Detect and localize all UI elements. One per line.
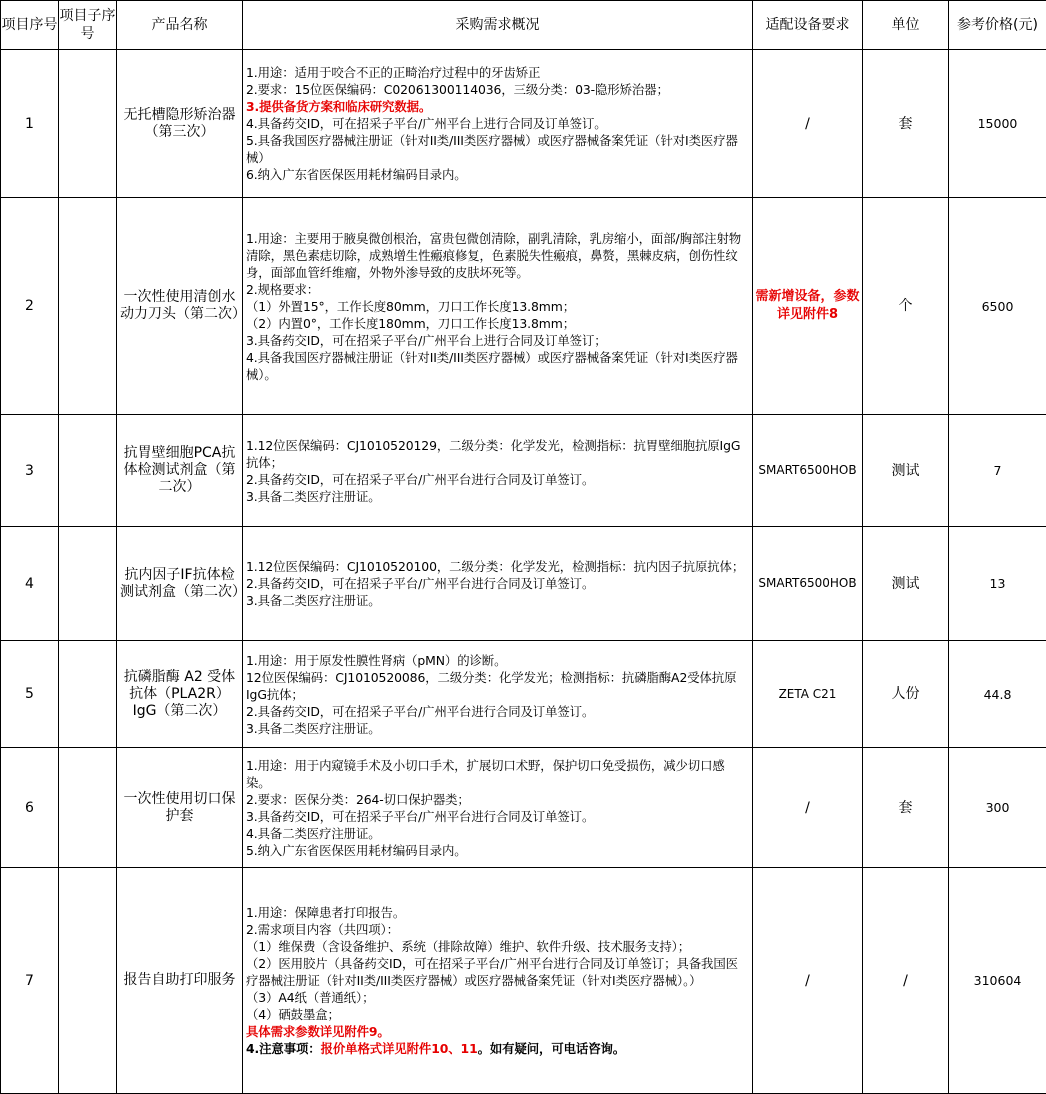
overview-line: 6.纳入广东省医保医用耗材编码目录内。	[246, 167, 467, 182]
row-price: 44.8	[949, 641, 1046, 748]
row-price: 6500	[949, 198, 1046, 415]
header-row	[1, 1, 1046, 50]
header-overview: 采购需求概况	[243, 1, 753, 50]
header-unit: 单位	[863, 1, 949, 50]
overview-line: 3.具备二类医疗注册证。	[246, 593, 381, 608]
row-unit: 人份	[863, 641, 949, 748]
overview-line: 3.具备药交ID，可在招采子平台/广州平台进行合同及订单签订。	[246, 808, 595, 824]
row-unit: /	[863, 868, 949, 1094]
header-product-name: 产品名称	[117, 1, 243, 50]
row-device: /	[753, 50, 863, 198]
row-sub-no	[59, 50, 117, 198]
table-row	[1, 415, 1046, 527]
overview-line: （1）维保费（含设备维护、系统（排除故障）维护、软件升级、技术服务支持）；	[246, 939, 691, 954]
notice-label: 4.注意事项：	[246, 1041, 321, 1056]
overview-line: 1.12位医保编码：CJ1010520100，二级分类：化学发光，检测指标：抗内因子抗原抗体；	[246, 559, 745, 574]
overview-line: 1.用途：用于内窥镜手术及小切口手术，扩展切口术野，保护切口免受损伤，减少切口感染。	[246, 757, 725, 790]
row-item-no: 7	[1, 868, 59, 1094]
row-item-no: 2	[1, 198, 59, 415]
row-device: ZETA C21	[753, 641, 863, 748]
overview-line: 2.要求：15位医保编码：C02061300114036，三级分类：03-隐形矫治器；	[246, 82, 669, 97]
table-row	[1, 748, 1046, 868]
row-device-highlight: 需新增设备，参数详见附件8	[753, 198, 863, 415]
row-unit: 套	[863, 50, 949, 198]
row-sub-no	[59, 527, 117, 641]
overview-line: 2.具备药交ID，可在招采子平台/广州平台进行合同及订单签订。	[246, 576, 595, 591]
overview-line: 12位医保编码：CJ1010520086，二级分类：化学发光；检测指标：抗磷脂酶A2受体抗原IgG抗体；	[246, 669, 737, 702]
row-device: /	[753, 748, 863, 868]
row-product-name: 抗胃壁细胞PCA抗体检测试剂盒（第二次）	[117, 415, 243, 527]
table-row	[1, 641, 1046, 748]
row-device: SMART6500HOB	[753, 415, 863, 527]
overview-line: 2.需求项目内容（共四项）：	[246, 922, 399, 937]
overview-line: 1.用途：用于原发性膜性肾病（pMN）的诊断。	[246, 652, 507, 668]
row-overview	[243, 198, 753, 415]
table-row	[1, 527, 1046, 641]
overview-line: 3.具备二类医疗注册证。	[246, 488, 381, 504]
header-price: 参考价格(元)	[949, 1, 1046, 50]
row-device: /	[753, 868, 863, 1094]
overview-line: 2.要求：医保分类：264-切口保护器类；	[246, 791, 470, 807]
overview-line: （4）硒鼓墨盒；	[246, 1007, 340, 1022]
header-device: 适配设备要求	[753, 1, 863, 50]
overview-line: 1.用途：保障患者打印报告。	[246, 905, 406, 920]
row-item-no: 1	[1, 50, 59, 198]
row-device: SMART6500HOB	[753, 527, 863, 641]
row-overview	[243, 641, 753, 748]
overview-notice	[246, 1040, 749, 1057]
row-price: 13	[949, 527, 1046, 641]
row-unit: 测试	[863, 527, 949, 641]
overview-line: 3.具备二类医疗注册证。	[246, 720, 381, 736]
row-product-name: 抗内因子IF抗体检测试剂盒（第二次）	[117, 527, 243, 641]
row-price: 7	[949, 415, 1046, 527]
overview-line-highlight: 具体需求参数详见附件9。	[246, 1024, 390, 1039]
table-row	[1, 50, 1046, 198]
overview-line: 5.具备我国医疗器械注册证（针对II类/III类医疗器械）或医疗器械备案凭证（针对I类医疗器械）	[246, 133, 738, 165]
row-sub-no	[59, 748, 117, 868]
overview-line: 4.具备二类医疗注册证。	[246, 825, 381, 841]
row-price: 15000	[949, 50, 1046, 198]
row-sub-no	[59, 868, 117, 1094]
overview-line: 1.用途：主要用于腋臭微创根治，富贵包微创清除，副乳清除，乳房缩小，面部/胸部注射物清除，黑色素痣切除，成熟增生性瘢痕修复，色素脱失性瘢痕，鼻赘，黑棘皮病，创伤性纹身，面部血管纤维瘤，外物外渗导致的皮肤坏死等。	[246, 230, 742, 280]
row-item-no: 4	[1, 527, 59, 641]
row-product-name: 一次性使用切口保护套	[117, 748, 243, 868]
table-row	[1, 868, 1046, 1094]
row-unit: 个	[863, 198, 949, 415]
table-row	[1, 198, 1046, 415]
overview-line: 2.规格要求：	[246, 281, 320, 297]
overview-line: 4.具备药交ID，可在招采子平台/广州平台上进行合同及订单签订。	[246, 116, 607, 131]
overview-line-highlight: 3.提供备货方案和临床研究数据。	[246, 99, 432, 114]
row-item-no: 6	[1, 748, 59, 868]
row-overview	[243, 868, 753, 1094]
row-overview	[243, 527, 753, 641]
row-product-name: 一次性使用清创水动力刀头（第二次）	[117, 198, 243, 415]
row-sub-no	[59, 641, 117, 748]
overview-line: 1.12位医保编码：CJ1010520129，二级分类：化学发光，检测指标：抗胃壁细胞抗原IgG抗体；	[246, 437, 741, 470]
row-product-name: 报告自助打印服务	[117, 868, 243, 1094]
header-item-no: 项目序号	[1, 1, 59, 50]
notice-contact: 。如有疑问，可电话咨询。	[477, 1041, 626, 1056]
notice-attachment: 报价单格式详见附件10、11	[320, 1041, 478, 1056]
row-sub-no	[59, 198, 117, 415]
overview-line: 2.具备药交ID，可在招采子平台/广州平台进行合同及订单签订。	[246, 471, 595, 487]
row-overview	[243, 50, 753, 198]
row-unit: 套	[863, 748, 949, 868]
row-item-no: 5	[1, 641, 59, 748]
row-sub-no	[59, 415, 117, 527]
overview-line: （1）外置15°，工作长度80mm，刀口工作长度13.8mm；	[246, 298, 576, 314]
row-product-name: 无托槽隐形矫治器（第三次）	[117, 50, 243, 198]
row-item-no: 3	[1, 415, 59, 527]
row-price: 310604	[949, 868, 1046, 1094]
row-overview	[243, 748, 753, 868]
row-overview	[243, 415, 753, 527]
overview-line: （3）A4纸（普通纸）；	[246, 990, 375, 1005]
row-product-name: 抗磷脂酶 A2 受体抗体（PLA2R）IgG（第二次）	[117, 641, 243, 748]
overview-line: 5.纳入广东省医保医用耗材编码目录内。	[246, 842, 467, 858]
overview-line: （2）医用胶片（具备药交ID，可在招采子平台/广州平台进行合同及订单签订；具备我国医疗器械注册证（针对II类/III类医疗器械）或医疗器械备案凭证（针对I类医疗器械）。）	[246, 956, 738, 988]
overview-line: 3.具备药交ID，可在招采子平台/广州平台上进行合同及订单签订；	[246, 332, 607, 348]
header-sub-no: 项目子序号	[59, 1, 117, 50]
overview-line: 4.具备我国医疗器械注册证（针对II类/III类医疗器械）或医疗器械备案凭证（针对I类医疗器械）。	[246, 349, 738, 382]
overview-line: 2.具备药交ID，可在招采子平台/广州平台进行合同及订单签订。	[246, 703, 595, 719]
overview-line: 1.用途：适用于咬合不正的正畸治疗过程中的牙齿矫正	[246, 65, 541, 80]
row-price: 300	[949, 748, 1046, 868]
overview-line: （2）内置0°，工作长度180mm，刀口工作长度13.8mm；	[246, 315, 576, 331]
row-unit: 测试	[863, 415, 949, 527]
